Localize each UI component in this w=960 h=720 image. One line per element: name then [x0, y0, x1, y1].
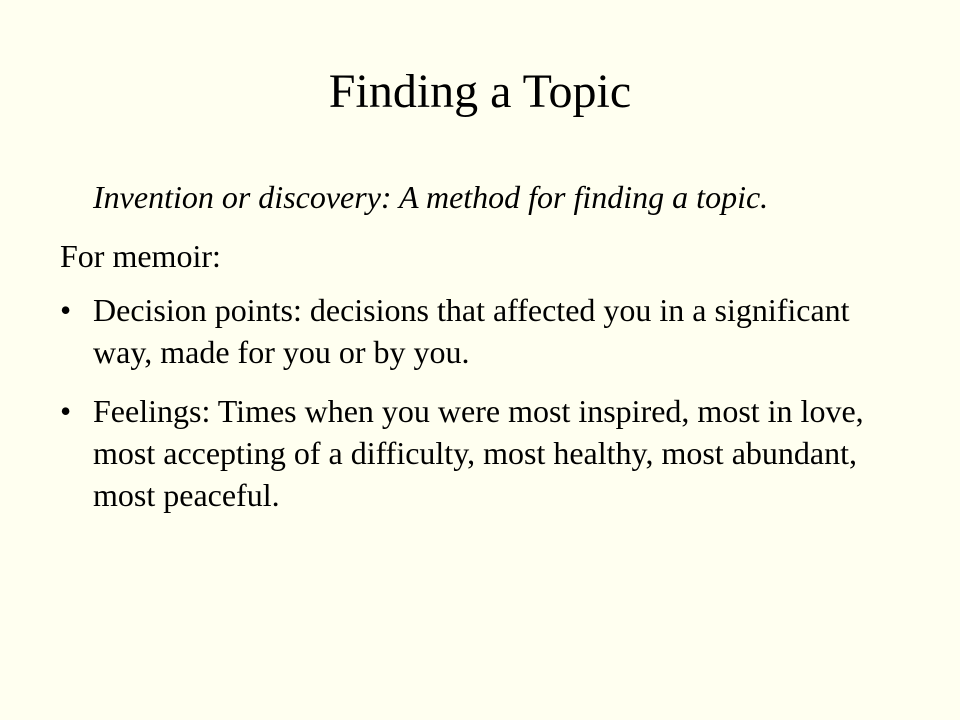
slide-title: Finding a Topic	[328, 65, 632, 118]
slide-body	[60, 176, 916, 533]
bullet-item	[60, 390, 916, 516]
bullet-text-feelings: Feelings: Times when you were most inspired, most in love, most accepting of a difficulty, most healthy, most abundant, most peaceful.	[93, 393, 864, 513]
bullet-item	[60, 289, 916, 373]
bullet-icon: •	[60, 393, 72, 429]
memoir-subheading: For memoir:	[60, 238, 221, 274]
bullet-text-decision-points: Decision points: decisions that affected you in a significant way, made for you or by you.	[93, 292, 850, 370]
bullet-icon: •	[60, 292, 72, 328]
intro-text: Invention or discovery: A method for finding a topic.	[93, 179, 769, 215]
